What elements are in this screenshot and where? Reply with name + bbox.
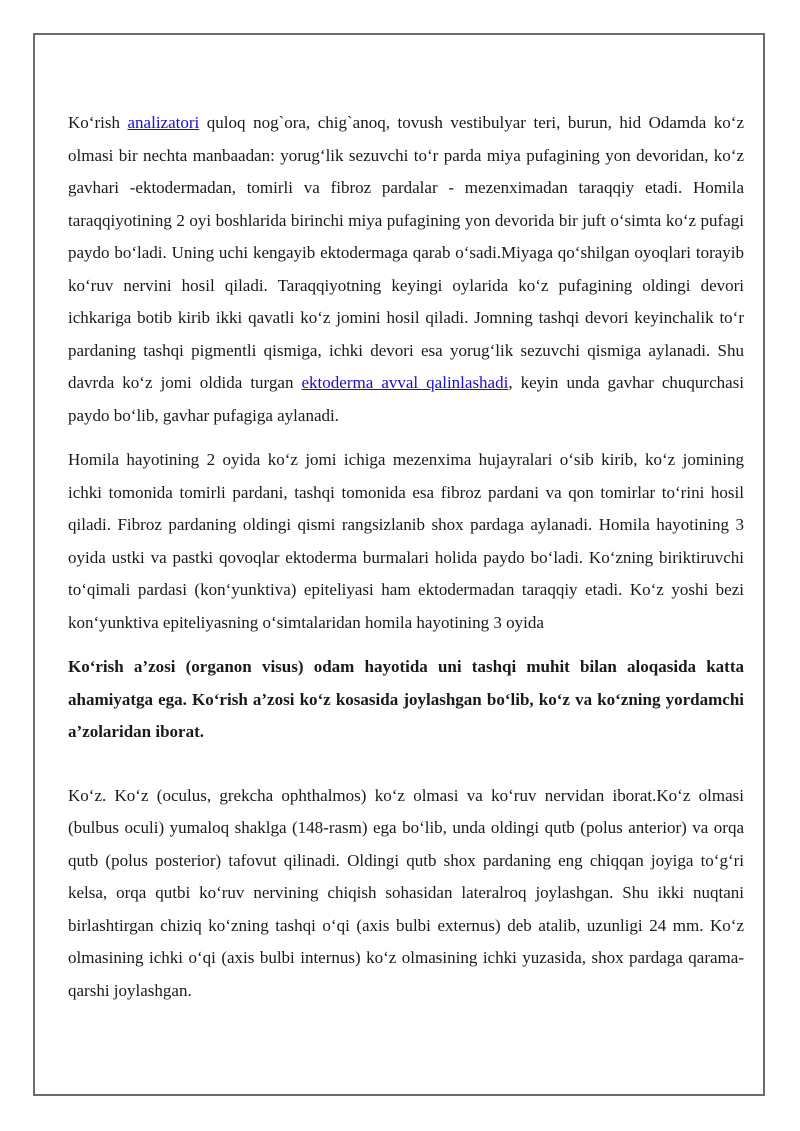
paragraph-eye-development — [68, 107, 744, 432]
ektoderma-link[interactable]: ektoderma avval qalinlashadi — [301, 373, 509, 392]
paragraph-organ-of-vision: Ko‘rish a’zosi (organon visus) odam hayotida uni tashqi muhit bilan aloqasida katta ahamiyatga ega. Ko‘rish a’zosi ko‘z kosasida joylashgan bo‘lib, ko‘z va ko‘zning yordamchi a’zolaridan iborat. — [68, 657, 744, 741]
paragraph-text: quloq nog`ora, chig`anoq, tovush vestibulyar teri, burun, hid Odamda ko‘z olmasi bir nechta manbaadan: yorug‘lik sezuvchi to‘r parda miya pufagining yon devoridan, ko‘z gavhari -ektodermadan, tomirli va fibroz pardalar - mezenximadan taraqqiy etadi. Homila taraqqiyotining 2 oyi boshlarida birinchi miya pufagining yon devorida bir juft o‘simta ko‘z pufagi paydo bo‘ladi. Uning uchi kengayib ektodermaga qarab o‘sadi.Miyaga qo‘shilgan oyoqlari torayib ko‘ruv nervini hosil qiladi. Taraqqiyotning keyingi oylarida ko‘z pufagining oldingi devori ichkariga botib kirib ikki qavatli ko‘z jomini hosil qiladi. Jomning tashqi devori keyinchalik to‘r pardaning tashqi pigmentli qismiga, ichki devori esa yorug‘lik sezuvchi qismiga aylanadi. Shu davrda ko‘z jomi oldida turgan — [68, 113, 744, 392]
paragraph-fetal-development: Homila hayotining 2 oyida ko‘z jomi ichiga mezenxima hujayralari o‘sib kirib, ko‘z jomining ichki tomonida tomirli pardani, tashqi tomonida esa fibroz pardani va qon tomirlar to‘rini hosil qiladi. Fibroz pardaning oldingi qismi rangsizlanib shox pardaga aylanadi. Homila hayotining 3 oyida ustki va pastki qovoqlar ektoderma burmalari holida paydo bo‘ladi. Ko‘zning biriktiruvchi to‘qimali pardasi (kon‘yunktiva) epiteliyasi ham ektodermadan taraqqiy etadi. Ko‘z yoshi bezi kon‘yunktiva epiteliyasning o‘simtalaridan homila hayotining 3 oyida — [68, 450, 744, 632]
paragraph-eye-anatomy: Ko‘z. Ko‘z (oculus, grekcha ophthalmos) ko‘z olmasi va ko‘ruv nervidan iborat.Ko‘z olmasi (bulbus oculi) yumaloq shaklga (148-rasm) ega bo‘lib, unda oldingi qutb (polus anterior) va orqa qutb (polus posterior) tafovut qilinadi. Oldingi qutb shox pardaning eng chiqqan joyiga to‘g‘ri kelsa, orqa qutbi ko‘ruv nervining chiqish sohasidan lateralroq joylashgan. Shu ikki nuqtani birlashtirgan chiziq ko‘zning tashqi o‘qi (axis bulbi externus) deb atalib, uzunligi 24 mm. Ko‘z olmasining ichki o‘qi (axis bulbi internus) ko‘z olmasining ichki yuzasida, shox pardaga qarama-qarshi joylashgan. — [68, 785, 744, 1000]
paragraph-text: Ko‘rish — [68, 113, 128, 132]
paragraph-text: , keyin unda gavhar chuqurchasi paydo bo‘lib, gavhar pufagiga aylanadi. — [68, 373, 744, 425]
analizatori-link[interactable]: analizatori — [127, 113, 200, 132]
document-page — [33, 33, 765, 1096]
document-body — [68, 107, 744, 1019]
